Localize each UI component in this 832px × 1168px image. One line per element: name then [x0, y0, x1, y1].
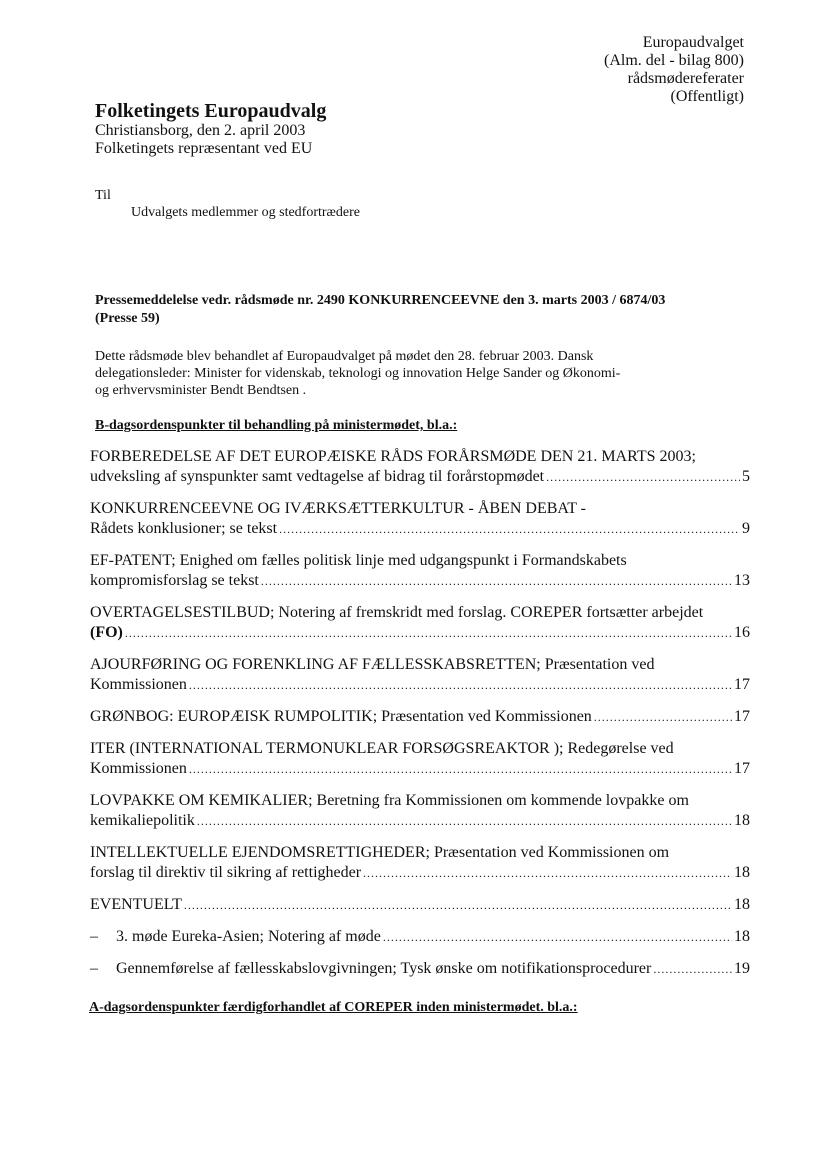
agenda-item-title: INTELLEKTUELLE EJENDOMSRETTIGHEDER; Præsentation ved Kommissionen om [90, 844, 670, 861]
agenda-item-detail: Kommissionen [90, 676, 187, 693]
intro-line: delegationsleder: Minister for videnskab, teknologi og innovation Helge Sander og Økonomi- [95, 366, 621, 381]
reference-line: (Offentligt) [670, 88, 744, 105]
agenda-item [90, 603, 750, 643]
to-label: Til [95, 188, 111, 203]
reference-line: (Alm. del - bilag 800) [604, 52, 744, 69]
agenda-item-title: FORBEREDELSE AF DET EUROPÆISKE RÅDS FORÅRSMØDE DEN 21. MARTS 2003; [90, 448, 696, 465]
agenda-item [90, 895, 750, 915]
agenda-item-detail: Kommissionen [90, 760, 187, 777]
subject-heading [95, 292, 745, 328]
agenda-list [90, 447, 750, 991]
agenda-item-detail: Rådets konklusioner; se tekst [90, 520, 278, 537]
page-number: 18 [734, 928, 750, 945]
page-number: 18 [734, 864, 750, 881]
representative-line: Folketingets repræsentant ved EU [95, 140, 313, 157]
dot-leader [189, 675, 732, 695]
page-number: 9 [742, 520, 750, 537]
agenda-sub-item [90, 927, 750, 947]
intro-line: og erhvervsminister Bendt Bendtsen . [95, 383, 307, 398]
page-number: 13 [734, 572, 750, 589]
agenda-item-title: OVERTAGELSESTILBUD; Notering af fremskridt med forslag. COREPER fortsætter arbejdet [90, 604, 704, 621]
agenda-item-detail: kemikaliepolitik [90, 812, 195, 829]
agenda-item-title: KONKURRENCEEVNE OG IVÆRKSÆTTERKULTUR - ÅBEN DEBAT - [90, 500, 586, 517]
agenda-item-title: EF-PATENT; Enighed om fælles politisk linje med udgangspunkt i Formandskabets [90, 552, 627, 569]
bullet-dash: – [90, 928, 98, 945]
dot-leader [546, 467, 740, 487]
dot-leader [594, 707, 732, 727]
agenda-item-detail: kompromisforslag se tekst [90, 572, 259, 589]
reference-line: rådsmødereferater [627, 70, 744, 87]
agenda-item [90, 655, 750, 695]
dot-leader [383, 927, 732, 947]
intro-line: Dette rådsmøde blev behandlet af Europaudvalget på mødet den 28. februar 2003. Dansk [95, 349, 594, 364]
agenda-item [90, 843, 750, 883]
page-number: 16 [734, 624, 750, 641]
dot-leader [184, 895, 732, 915]
organization-title: Folketingets Europaudvalg [95, 100, 327, 122]
recipient-name: Udvalgets medlemmer og stedfortrædere [131, 205, 360, 220]
document-reference [604, 34, 744, 106]
page-number: 18 [734, 896, 750, 913]
page-number: 5 [742, 468, 750, 485]
page-number: 17 [734, 760, 750, 777]
agenda-item-title: LOVPAKKE OM KEMIKALIER; Beretning fra Kommissionen om kommende lovpakke om [90, 792, 689, 809]
agenda-item-detail: EVENTUELT [90, 896, 182, 913]
agenda-item [90, 551, 750, 591]
dot-leader [279, 519, 740, 539]
dot-leader [197, 811, 732, 831]
a-items-heading: A-dagsordenspunkter færdigforhandlet af COREPER inden ministermødet. bl.a.: [89, 1000, 578, 1015]
subject-line: Pressemeddelelse vedr. rådsmøde nr. 2490 KONKURRENCEEVNE den 3. marts 2003 / 6874/03 [95, 293, 666, 308]
reference-line: Europaudvalget [642, 34, 744, 51]
dot-leader [363, 863, 732, 883]
agenda-item [90, 447, 750, 487]
dot-leader [125, 623, 732, 643]
dot-leader [653, 959, 732, 979]
agenda-item [90, 791, 750, 831]
page-number: 19 [734, 960, 750, 977]
agenda-item-title: AJOURFØRING OG FORENKLING AF FÆLLESSKABSRETTEN; Præsentation ved [90, 656, 655, 673]
agenda-item [90, 499, 750, 539]
dot-leader [261, 571, 732, 591]
agenda-item-detail: GRØNBOG: EUROPÆISK RUMPOLITIK; Præsentation ved Kommissionen [90, 708, 592, 725]
agenda-item-detail: forslag til direktiv til sikring af rettigheder [90, 864, 362, 881]
agenda-item [90, 707, 750, 727]
agenda-item-detail: udveksling af synspunkter samt vedtagelse af bidrag til forårstopmødet [90, 468, 545, 485]
b-items-heading: B-dagsordenspunkter til behandling på ministermødet, bl.a.: [95, 418, 458, 433]
bullet-dash: – [90, 960, 98, 977]
page-number: 17 [734, 708, 750, 725]
sender-block [95, 100, 326, 158]
place-date: Christiansborg, den 2. april 2003 [95, 122, 306, 139]
page-number: 18 [734, 812, 750, 829]
intro-paragraph [95, 348, 715, 399]
subject-line: (Presse 59) [95, 311, 160, 326]
page-number: 17 [734, 676, 750, 693]
agenda-sub-item [90, 959, 750, 979]
agenda-item [90, 739, 750, 779]
dot-leader [189, 759, 732, 779]
sub-item-text: 3. møde Eureka-Asien; Notering af møde [116, 928, 381, 945]
sub-item-text: Gennemførelse af fællesskabslovgivningen; Tysk ønske om notifikationsprocedurer [116, 960, 652, 977]
agenda-item-title: ITER (INTERNATIONAL TERMONUKLEAR FORSØGSREAKTOR ); Redegørelse ved [90, 740, 674, 757]
agenda-item-detail: (FO) [90, 624, 123, 641]
